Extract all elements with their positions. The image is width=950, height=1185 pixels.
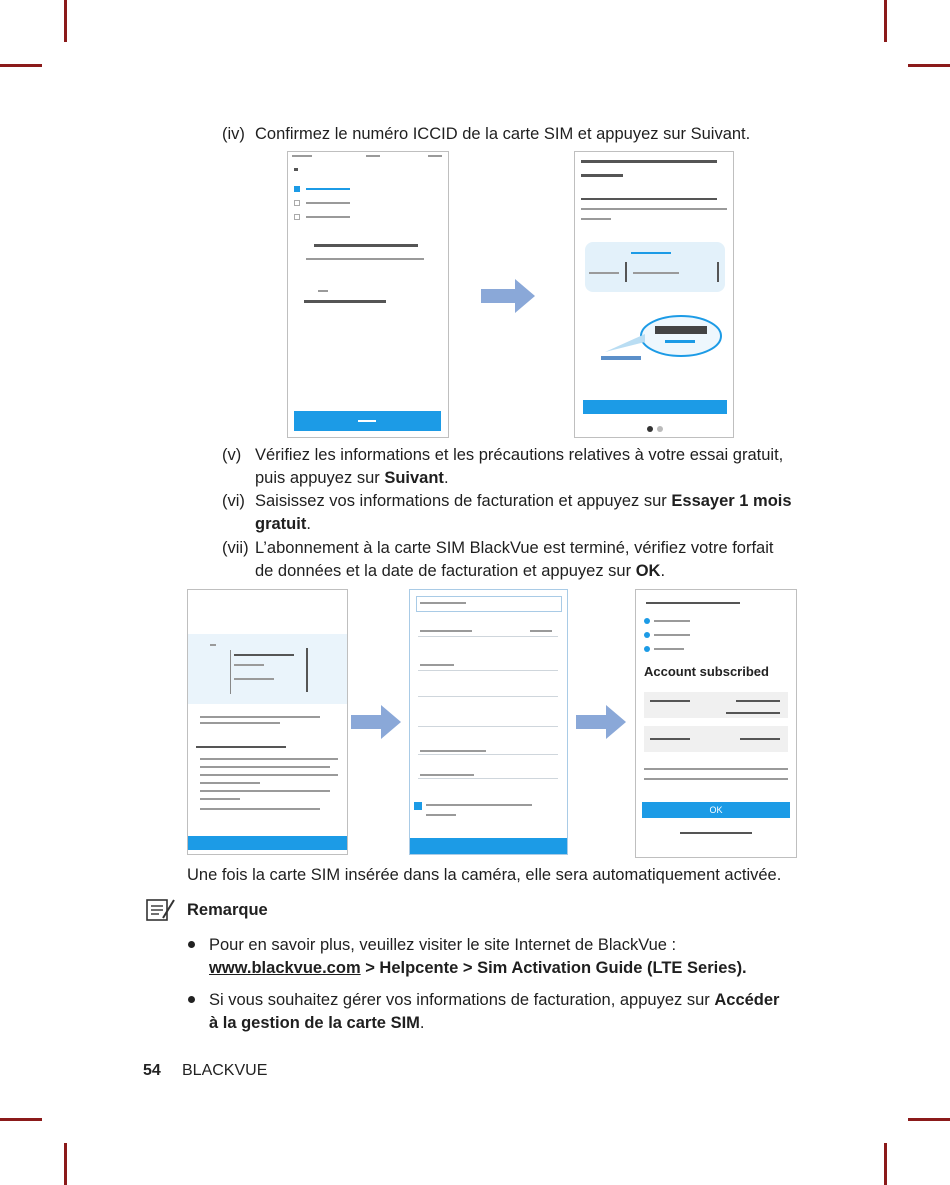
crop-mark: [908, 64, 950, 67]
step-text-bold: gratuit: [255, 515, 307, 533]
arrow-right-icon: [481, 279, 535, 313]
step-text-line: de données et la date de facturation et appuyez sur: [255, 562, 636, 580]
screenshot-billing-form: [409, 589, 568, 855]
remark-text: Si vous souhaitez gérer vos informations de facturation, appuyez sur: [209, 991, 715, 1009]
remark-title: Remarque: [187, 901, 268, 919]
crop-mark: [0, 1118, 42, 1121]
next-button: [188, 836, 347, 850]
page-number: 54: [143, 1062, 161, 1079]
remark-path: > Helpcente > Sim Activation Guide (LTE Series).: [360, 959, 747, 977]
subscribed-title: Account subscribed: [644, 664, 769, 679]
activation-note: Une fois la carte SIM insérée dans la caméra, elle sera automatiquement activée.: [187, 866, 782, 884]
step-text: Confirmez le numéro ICCID de la carte SIM et appuyez sur Suivant.: [255, 125, 751, 143]
step-number: (vii): [222, 539, 249, 557]
step-text-bold: Suivant: [384, 469, 444, 487]
step-text-line: .: [306, 515, 311, 533]
step-number: (vi): [222, 492, 245, 510]
bullet: [188, 941, 195, 948]
remark-text: Pour en savoir plus, veuillez visiter le site Internet de BlackVue :: [209, 936, 677, 954]
remark-item: [209, 989, 779, 1035]
screenshot-iccid-confirm: [574, 151, 734, 438]
crop-mark: [884, 1143, 887, 1185]
step-number: (iv): [222, 125, 245, 143]
step-text-line: .: [443, 469, 449, 487]
crop-mark: [908, 1118, 950, 1121]
footer-brand: BLACKVUE: [182, 1062, 268, 1079]
remark-bold: Accéder: [714, 991, 780, 1009]
remark-bold: à la gestion de la carte SIM: [209, 1014, 420, 1032]
step-text: [255, 490, 792, 536]
screenshot-free-trial-info: [187, 589, 348, 855]
step-number: (v): [222, 446, 242, 464]
next-button: [583, 400, 727, 414]
bullet: [188, 996, 195, 1003]
step-text-bold: OK: [635, 562, 661, 580]
blackvue-link[interactable]: www.blackvue.com: [209, 959, 361, 977]
step-text-line: Vérifiez les informations et les précautions relatives à votre essai gratuit,: [255, 446, 784, 464]
remark-text: .: [419, 1014, 425, 1032]
step-text: [255, 537, 773, 583]
crop-mark: [884, 0, 887, 42]
note-icon: [143, 896, 177, 924]
step-text-bold: Essayer 1 mois: [671, 492, 792, 510]
step-text-line: .: [660, 562, 666, 580]
ok-button: [642, 802, 790, 818]
screenshot-iccid-input: [287, 151, 449, 438]
screenshot-account-subscribed: [635, 589, 797, 858]
step-text: [255, 444, 783, 490]
ok-label: OK: [709, 805, 723, 815]
step-text-line: puis appuyez sur: [255, 469, 385, 487]
step-text-line: L’abonnement à la carte SIM BlackVue est terminé, vérifiez votre forfait: [255, 539, 774, 557]
arrow-right-icon: [351, 705, 401, 739]
crop-mark: [64, 0, 67, 42]
crop-mark: [0, 64, 42, 67]
arrow-right-icon: [576, 705, 626, 739]
remark-item: [209, 934, 747, 980]
try-free-button: [410, 838, 567, 854]
crop-mark: [64, 1143, 67, 1185]
step-text-line: Saisissez vos informations de facturation et appuyez sur: [255, 492, 672, 510]
